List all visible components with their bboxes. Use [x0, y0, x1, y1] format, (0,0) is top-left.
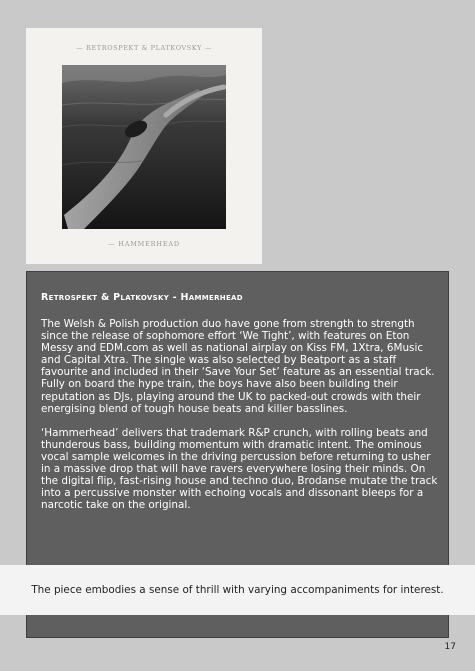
pull-quote-banner — [0, 565, 475, 615]
cover-photo-swimmer — [62, 65, 226, 229]
pull-quote-text: The piece embodies a sense of thrill with varying accompaniments for interest. — [31, 583, 444, 596]
article-paragraph-2: ‘Hammerhead’ delivers that trademark R&P crunch, with rolling beats and thunderous bass, building momentum with dramatic intent. The ominous vocal sample welcomes in the driving percussion before returning to usher in a massive drop that will have ravers everywhere losing their minds. On the digital flip, fast-rising house and techno duo, Brodanse mutate the track into a percussive monster with echoing vocals and dissonant bleeps for a narcotic take on the original. — [41, 426, 438, 512]
album-cover — [26, 28, 262, 264]
article-body — [41, 318, 441, 523]
cover-title-line: — HAMMERHEAD — [108, 240, 180, 248]
article-paragraph-1: The Welsh & Polish production duo have gone from strength to strength since the release of sophomore effort ‘We Tight’, with features on Eton Messy and EDM.com as well as national airplay on Kiss FM, 1Xtra, 6Music and Capital Xtra. The single was also selected by Beatport as a staff favourite and included in their ‘Save Your Set’ feature as an essential track. Fully on board the hype train, the boys have also been building their reputation as DJs, playing around the UK to packed-out crowds with their energising blend of tough house beats and killer basslines. — [41, 318, 435, 415]
page-number: 17 — [444, 642, 456, 652]
article-heading: Retrospekt & Platkovsky - Hammerhead — [41, 292, 243, 303]
cover-artist-line: — RETROSPEKT & PLATKOVSKY — — [76, 44, 212, 52]
